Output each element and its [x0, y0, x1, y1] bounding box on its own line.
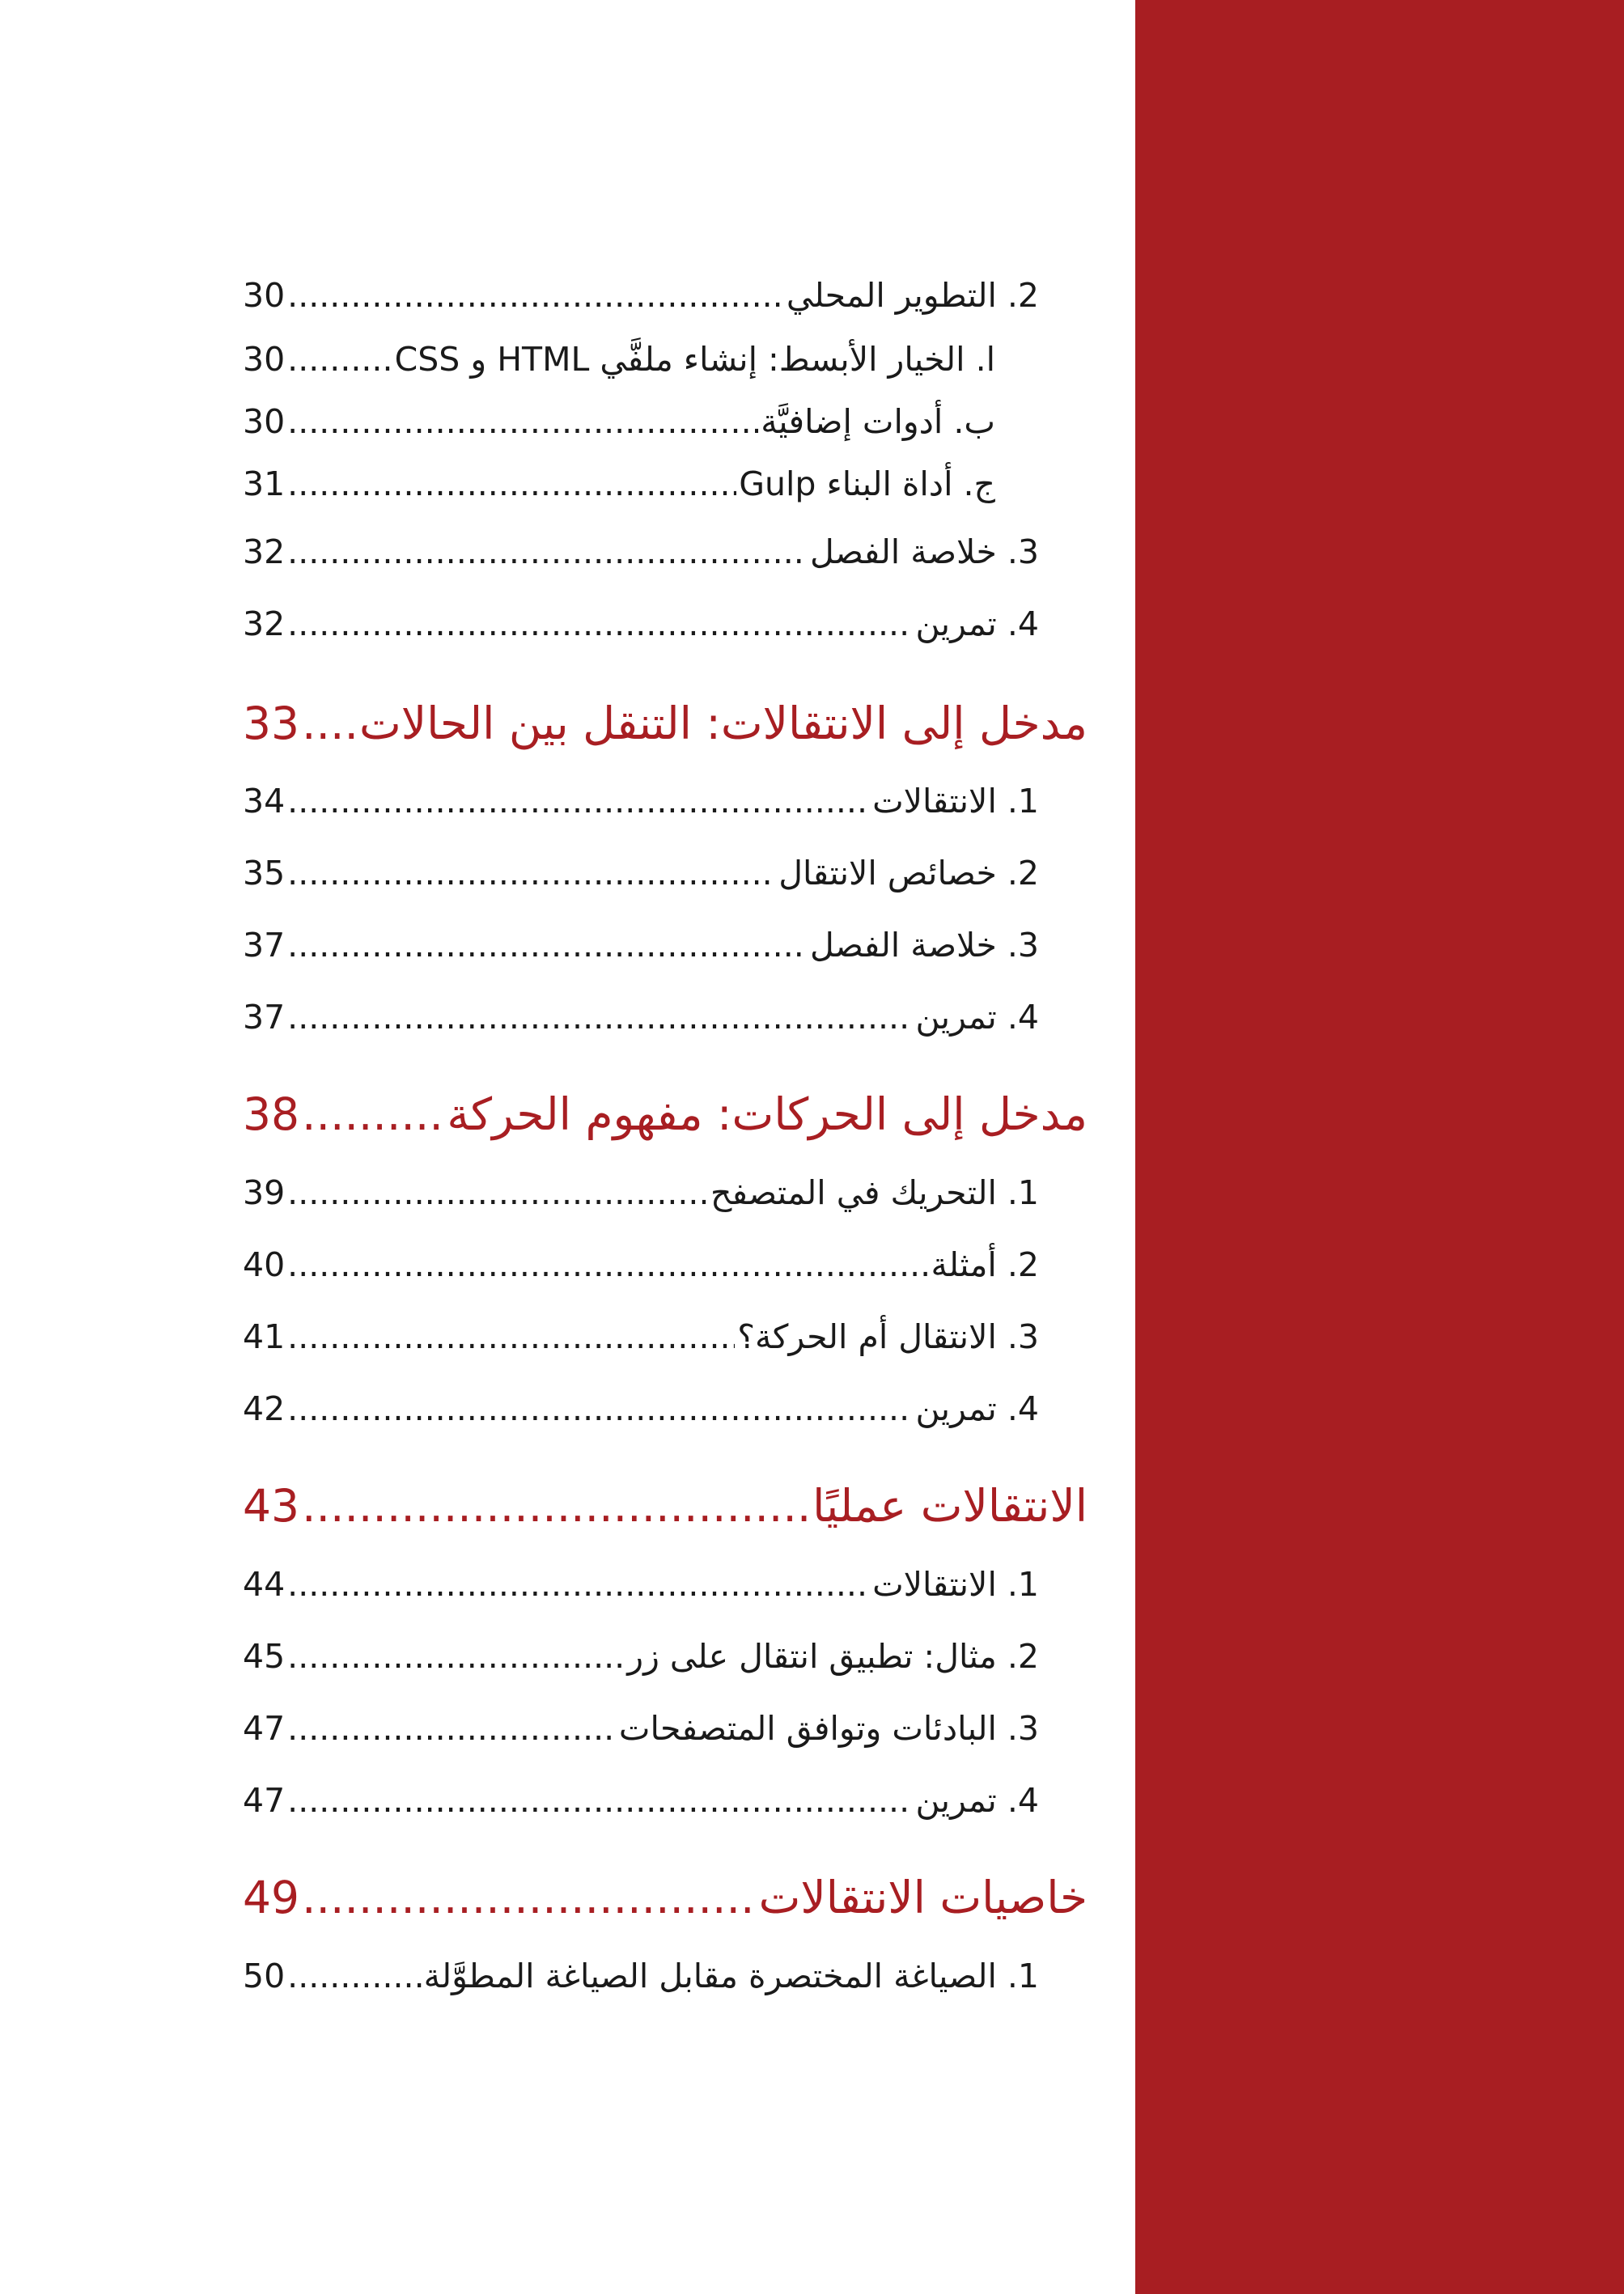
- toc-dot-leader: [287, 279, 784, 312]
- toc-entry-title: 4. تمرين: [915, 1389, 1039, 1428]
- toc-dot-leader: [287, 1321, 735, 1354]
- toc-dot-leader: [287, 1001, 913, 1034]
- toc-page-number: 35: [243, 854, 286, 893]
- toc-entry-title: 2. التطوير المحلي: [786, 276, 1039, 315]
- toc-entry[interactable]: [243, 1565, 1039, 1604]
- toc-entry-title: ج. أداة البناء Gulp: [739, 464, 995, 503]
- toc-entry-title: 2. أمثلة: [931, 1245, 1039, 1284]
- toc-entry[interactable]: [243, 604, 1039, 643]
- toc-page-number: 30: [243, 402, 286, 441]
- toc-entry-title: 4. تمرين: [915, 998, 1039, 1037]
- toc-entry-title: 1. الصياغة المختصرة مقابل الصياغة المطوَّلة: [423, 1957, 1039, 1995]
- toc-dot-leader: [287, 1177, 708, 1210]
- toc-page-number: 43: [243, 1480, 299, 1532]
- toc-chapter-heading[interactable]: [243, 1872, 1088, 1923]
- toc-entry[interactable]: [243, 998, 1039, 1037]
- toc-dot-leader: [287, 1393, 913, 1426]
- toc-entry[interactable]: [243, 1781, 1039, 1820]
- toc-dot-leader: [287, 1568, 870, 1601]
- toc-page-number: 40: [243, 1245, 286, 1284]
- toc-chapter-title: الانتقالات عمليًا: [812, 1480, 1088, 1532]
- toc-entry[interactable]: [243, 1709, 1039, 1748]
- toc-subentry[interactable]: [243, 402, 995, 441]
- toc-entry-title: 3. خلاصة الفصل: [809, 532, 1039, 571]
- toc-entry[interactable]: [243, 1389, 1039, 1428]
- toc-page-number: 47: [243, 1781, 286, 1820]
- toc-chapter-title: مدخل إلى الانتقالات: التنقل بين الحالات: [358, 698, 1088, 749]
- toc-dot-leader: [287, 785, 870, 818]
- toc-dot-leader: [287, 1712, 617, 1745]
- toc-entry-title: ب. أدوات إضافيَّة: [761, 402, 995, 441]
- toc-entry-title: 2. خصائص الانتقال: [778, 854, 1039, 893]
- toc-chapter-title: خاصيات الانتقالات: [758, 1872, 1088, 1923]
- toc-dot-leader: [287, 468, 736, 501]
- toc-page-number: 31: [243, 464, 286, 503]
- toc-entry-title: 1. التحريك في المتصفح: [710, 1173, 1039, 1212]
- toc-entry[interactable]: [243, 1957, 1039, 1995]
- toc-entry-title: 1. الانتقالات: [872, 782, 1039, 820]
- toc-entry[interactable]: [243, 782, 1039, 820]
- toc-dot-leader: [287, 1784, 913, 1817]
- toc-page-number: 50: [243, 1957, 286, 1995]
- toc-entry[interactable]: [243, 532, 1039, 571]
- toc-page-number: 34: [243, 782, 286, 820]
- toc-dot-leader: [302, 1876, 757, 1920]
- toc-entry[interactable]: [243, 854, 1039, 893]
- toc-page-number: 45: [243, 1637, 286, 1676]
- toc-dot-leader: [287, 1960, 421, 1993]
- toc-page-number: 49: [243, 1872, 299, 1923]
- toc-page-number: 44: [243, 1565, 286, 1604]
- toc-dot-leader: [287, 536, 808, 569]
- toc-dot-leader: [287, 405, 758, 439]
- toc-entry-title: 4. تمرين: [915, 1781, 1039, 1820]
- decorative-red-band: [1135, 0, 1624, 2294]
- toc-chapter-heading[interactable]: [243, 1088, 1088, 1140]
- toc-dot-leader: [302, 1484, 810, 1529]
- toc-page-number: 37: [243, 998, 286, 1037]
- toc-chapter-heading[interactable]: [243, 1480, 1088, 1532]
- toc-dot-leader: [287, 929, 808, 962]
- toc-entry[interactable]: [243, 1173, 1039, 1212]
- toc-dot-leader: [287, 343, 392, 376]
- toc-entry-title: 3. البادئات وتوافق المتصفحات: [618, 1709, 1039, 1748]
- toc-page-number: 37: [243, 926, 286, 965]
- toc-page-number: 39: [243, 1173, 286, 1212]
- toc-dot-leader: [287, 608, 913, 641]
- toc-entry-title: 4. تمرين: [915, 604, 1039, 643]
- toc-page-number: 30: [243, 276, 286, 315]
- toc-chapter-title: مدخل إلى الحركات: مفهوم الحركة: [447, 1088, 1088, 1140]
- toc-page-number: 33: [243, 698, 299, 749]
- toc-entry[interactable]: [243, 1317, 1039, 1356]
- toc-chapter-heading[interactable]: [243, 698, 1088, 749]
- toc-entry-title: 1. الانتقالات: [872, 1565, 1039, 1604]
- toc-page-number: 32: [243, 604, 286, 643]
- toc-entry[interactable]: [243, 276, 1039, 315]
- toc-subentry[interactable]: [243, 340, 995, 379]
- toc-page-number: 41: [243, 1317, 286, 1356]
- toc-entry-title: 3. خلاصة الفصل: [809, 926, 1039, 965]
- toc-page-number: 42: [243, 1389, 286, 1428]
- toc-dot-leader: [287, 1640, 625, 1673]
- toc-page-number: 30: [243, 340, 286, 379]
- toc-entry-title: 3. الانتقال أم الحركة؟: [737, 1317, 1039, 1356]
- toc-entry-title: ا. الخيار الأبسط: إنشاء ملفَّي HTML و CSS: [394, 340, 995, 379]
- toc-dot-leader: [287, 857, 776, 890]
- toc-dot-leader: [287, 1249, 928, 1282]
- toc-page-number: 32: [243, 532, 286, 571]
- toc-entry[interactable]: [243, 1245, 1039, 1284]
- toc-dot-leader: [302, 702, 357, 746]
- toc-dot-leader: [302, 1092, 444, 1137]
- toc-entry[interactable]: [243, 926, 1039, 965]
- toc-page-number: 38: [243, 1088, 299, 1140]
- toc-page-number: 47: [243, 1709, 286, 1748]
- toc-subentry[interactable]: [243, 464, 995, 503]
- toc-entry[interactable]: [243, 1637, 1039, 1676]
- toc-entry-title: 2. مثال: تطبيق انتقال على زر: [627, 1637, 1039, 1676]
